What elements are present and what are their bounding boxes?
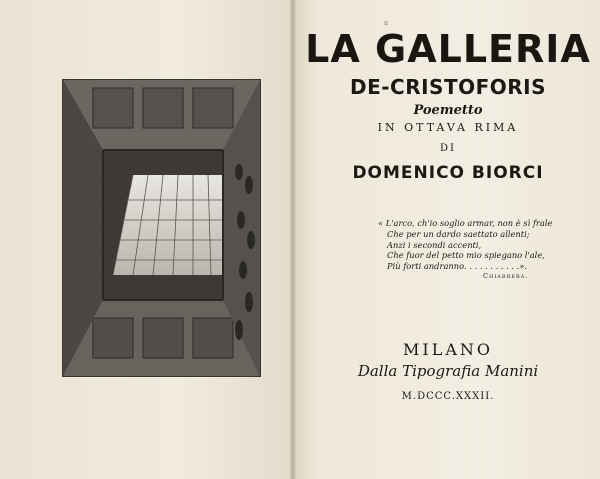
signature-mark: a	[384, 19, 389, 27]
epigraph-line: Che per un dardo saettato allenti;	[387, 228, 530, 239]
epigraph-attribution: Chiabrera.	[483, 272, 529, 280]
verse-form: IN OTTAVA RIMA	[377, 121, 519, 134]
epigraph-line: Anzi i secondi accenti,	[387, 239, 482, 250]
book-title-subject: DE-CRISTOFORIS	[349, 75, 547, 99]
epigraph-line: Che fuor del petto mio spiegano l'ale,	[387, 250, 545, 261]
publication-year: M.DCCC.XXXII.	[401, 391, 495, 402]
engraving-gallery-interior-image	[63, 80, 260, 376]
epigraph-line: « L'arco, ch'io soglio armar, non è sì frale	[378, 218, 553, 228]
book-title: LA GALLERIA	[305, 27, 591, 71]
by-label: DI	[440, 143, 456, 154]
epigraph	[378, 218, 593, 272]
publication-city: MILANO	[403, 340, 493, 359]
epigraph-line: Più forti andranno. . . . . . . . . . .».	[387, 261, 528, 272]
book-gutter	[290, 0, 296, 479]
frontispiece-engraving	[62, 79, 261, 377]
author-name: DOMENICO BIORCI	[352, 163, 544, 183]
publisher: Dalla Tipografia Manini	[357, 362, 539, 380]
genre-label: Poemetto	[413, 103, 483, 118]
